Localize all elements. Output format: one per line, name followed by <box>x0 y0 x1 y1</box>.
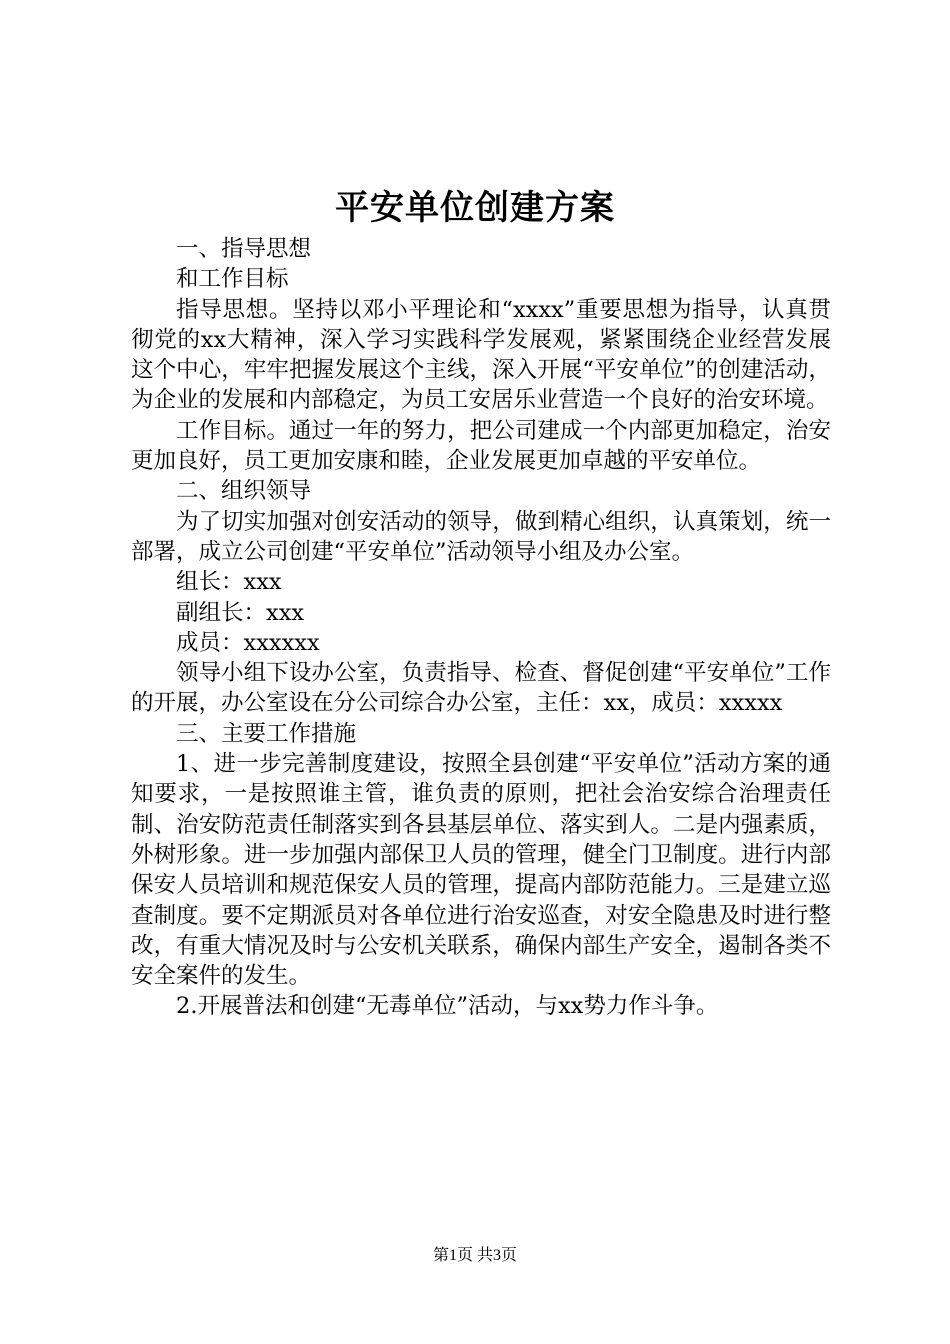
line-deputy-leader: 副组长：xxx <box>176 599 305 626</box>
page-footer: 第1页 共3页 <box>432 1247 517 1264</box>
paragraph-organization: 为了切实加强对创安活动的领导，做到精心组织，认真策划，统一部署，成立公司创建“平安单位”活动领导小组及办公室。 <box>131 508 831 565</box>
document-body <box>131 234 831 1022</box>
section-heading-continuation: 和工作目标 <box>176 266 289 293</box>
section-heading-guiding-ideology: 一、指导思想 <box>176 236 312 262</box>
document-title: 平安单位创建方案 <box>335 188 615 228</box>
paragraph-measure-2: 2.开展普法和创建“无毒单位”活动，与xx势力作斗争。 <box>176 993 719 1020</box>
paragraph-office: 领导小组下设办公室，负责指导、检查、督促创建“平安单位”工作的开展，办公室设在分公司综合办公室，主任：xx，成员：xxxxx <box>131 660 831 717</box>
paragraph-work-goal: 工作目标。通过一年的努力，把公司建成一个内部更加稳定，治安更加良好，员工更加安康和睦，企业发展更加卓越的平安单位。 <box>131 417 831 475</box>
line-group-leader: 组长：xxx <box>176 569 282 596</box>
paragraph-guiding-ideology: 指导思想。坚持以邓小平理论和“xxxx”重要思想为指导，认真贯彻党的xx大精神，深入学习实践科学发展观，紧紧围绕企业经营发展这个中心，牢牢把握发展这个主线，深入开展“平安单位”的创建活动，为企业的发展和内部稳定，为员工安居乐业营造一个良好的治安环境。 <box>131 296 831 414</box>
line-members: 成员：xxxxxx <box>176 629 320 656</box>
section-heading-organization: 二、组织领导 <box>176 478 312 505</box>
paragraph-measure-1: 1、进一步完善制度建设，按照全县创建“平安单位”活动方案的通知要求，一是按照谁主管，谁负责的原则，把社会治安综合治理责任制、治安防范责任制落实到各县基层单位、落实到人。二是内强素质，外树形象。进一步加强内部保卫人员的管理，健全门卫制度。进行内部保安人员培训和规范保安人员的管理，提高内部防范能力。三是建立巡查制度。要不定期派员对各单位进行治安巡查，对安全隐患及时进行整改，有重大情况及时与公安机关联系，确保内部生产安全，遏制各类不安全案件的发生。 <box>131 751 831 990</box>
section-heading-measures: 三、主要工作措施 <box>176 720 357 747</box>
